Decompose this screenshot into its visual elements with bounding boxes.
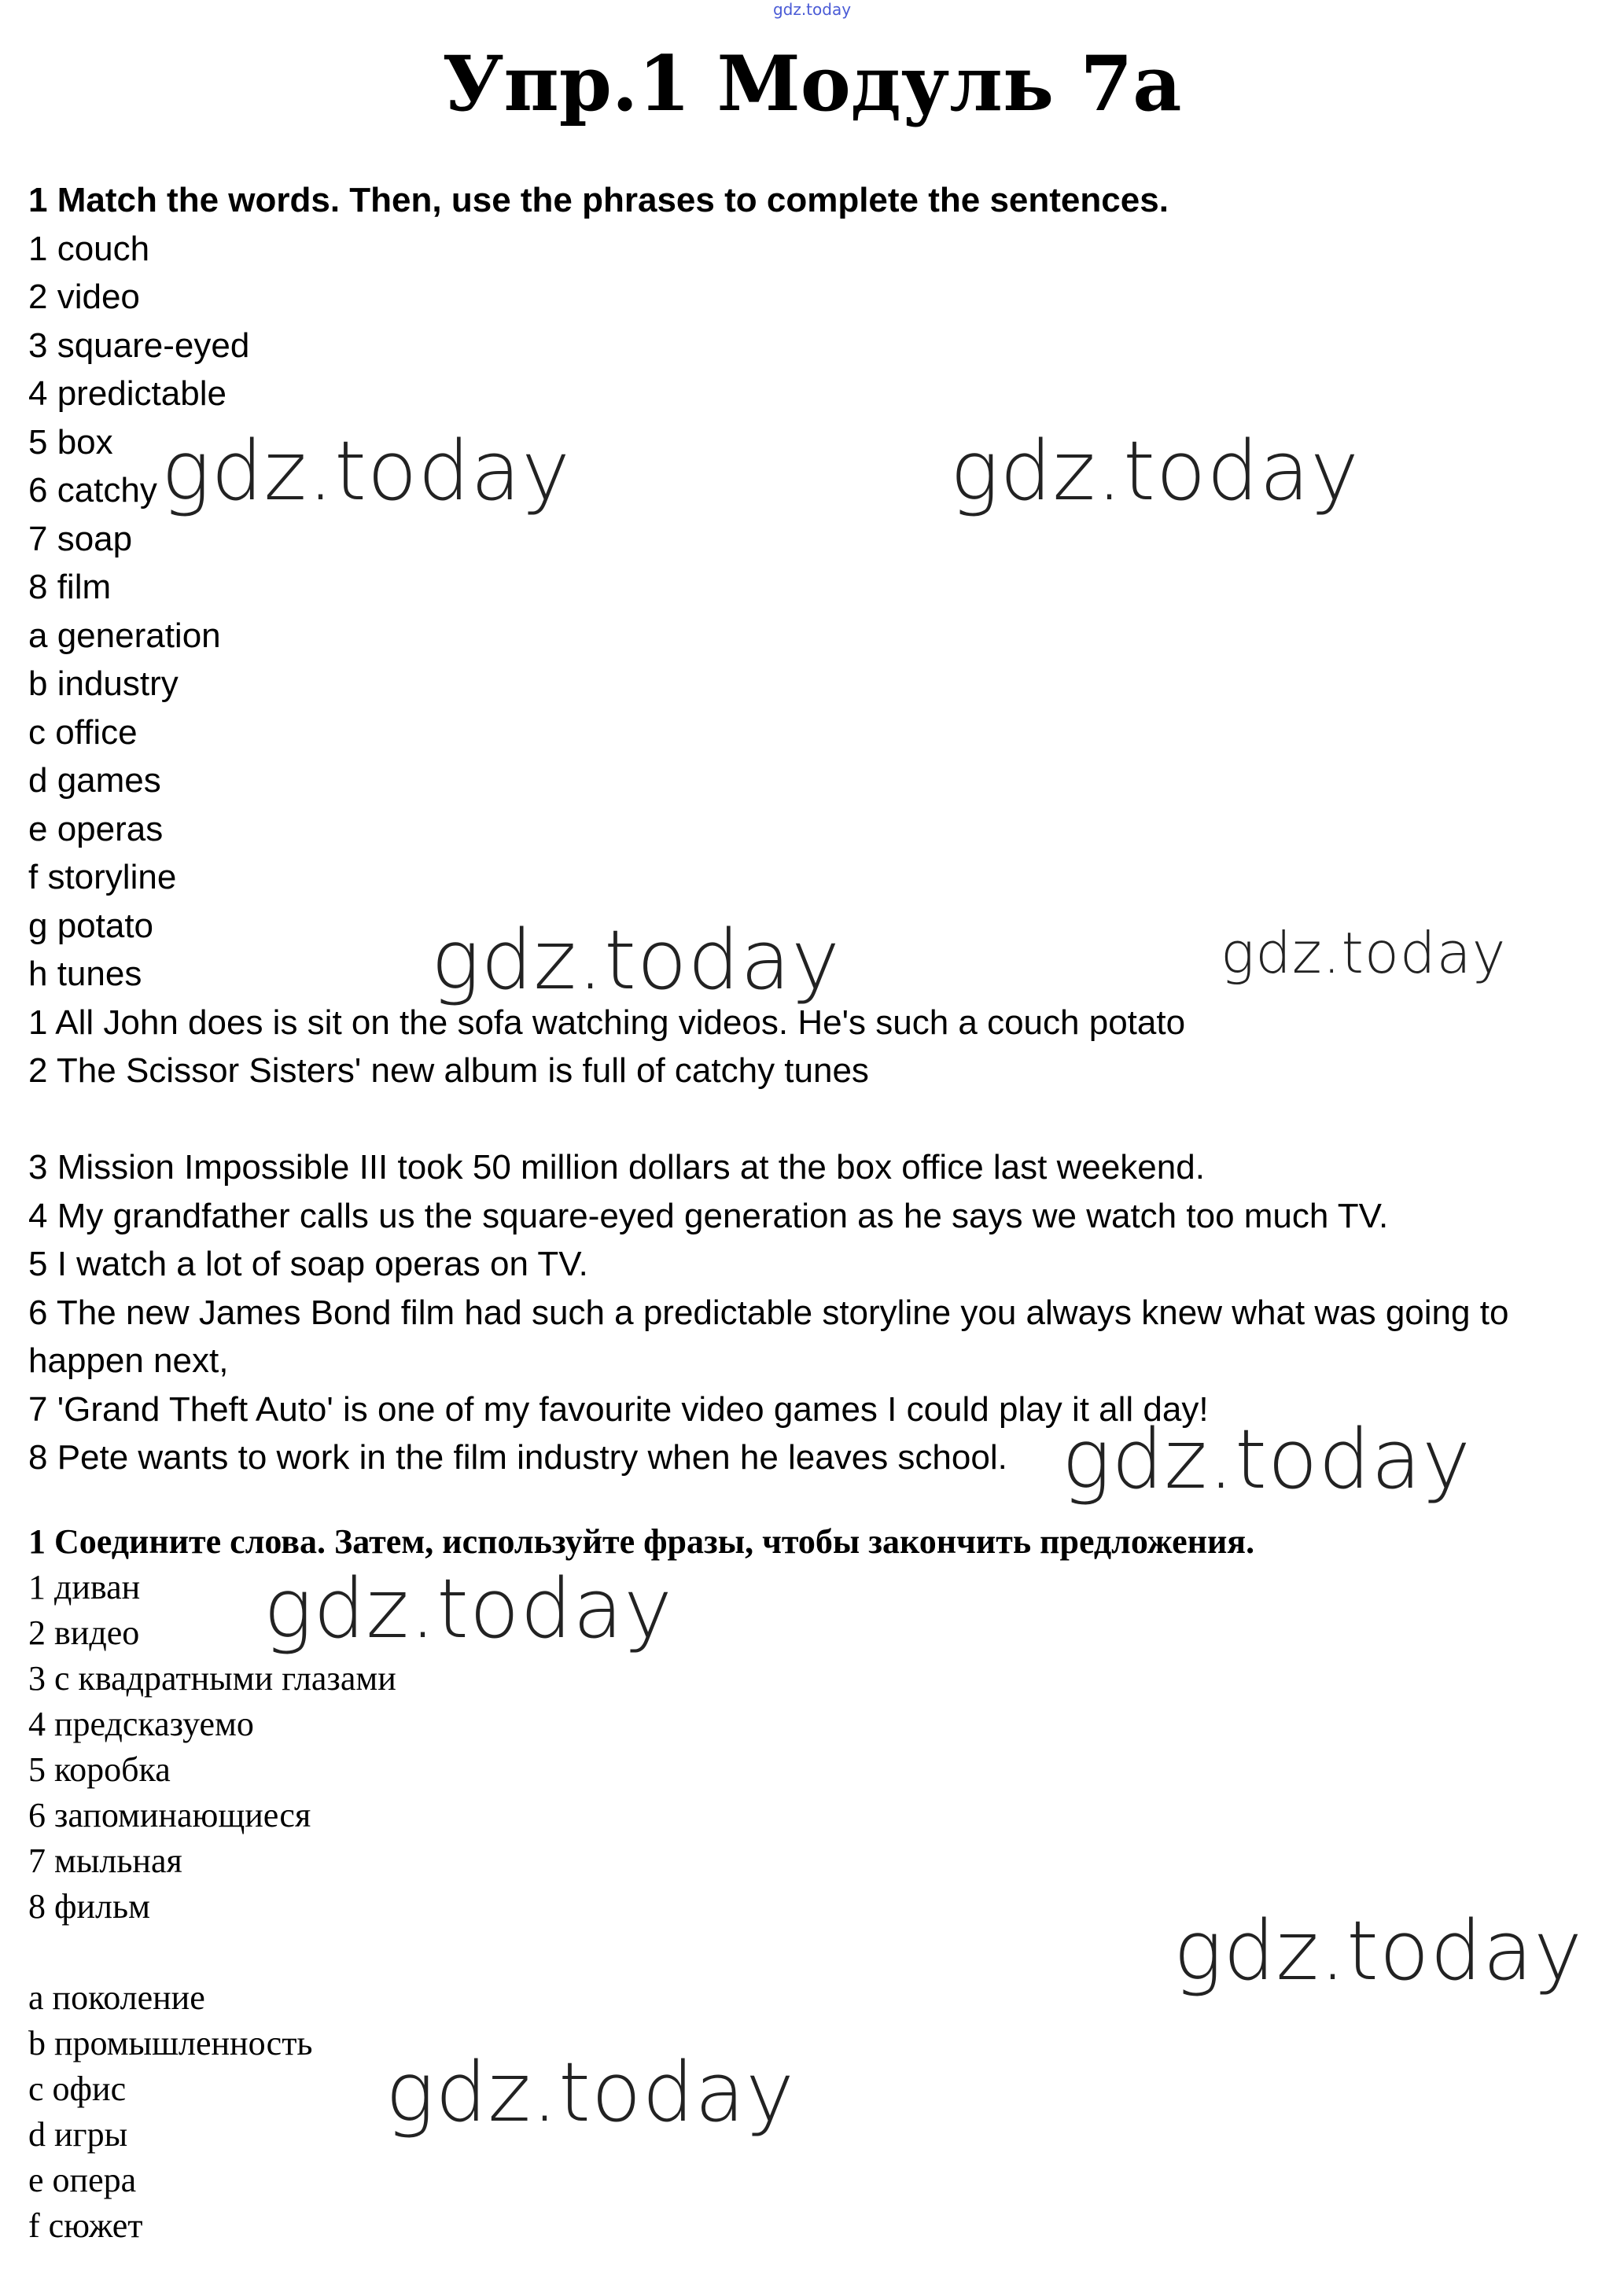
word-item: 2 video bbox=[28, 278, 140, 316]
word-item: 8 film bbox=[28, 568, 112, 606]
watermark: gdz.today bbox=[431, 912, 841, 1008]
word-item: 6 запоминающиеся bbox=[28, 1796, 311, 1834]
word-item: 6 catchy bbox=[28, 471, 157, 510]
watermark: gdz.today bbox=[161, 423, 571, 519]
word-item: 2 видео bbox=[28, 1613, 140, 1652]
word-item: 4 predictable bbox=[28, 374, 226, 413]
header-watermark: gdz.today bbox=[772, 0, 852, 19]
match-item: c офис bbox=[28, 2070, 127, 2108]
match-item: c office bbox=[28, 712, 138, 752]
sentence: 1 All John does is sit on the sofa watching videos. He's such a couch potato bbox=[28, 1003, 1186, 1042]
word-item: 7 мыльная bbox=[28, 1842, 182, 1880]
match-item: a generation bbox=[28, 616, 221, 655]
match-item: e опера bbox=[28, 2161, 137, 2199]
sentence: 8 Pete wants to work in the film industry when he leaves school. bbox=[28, 1438, 1007, 1477]
watermark: gdz.today bbox=[1221, 920, 1507, 986]
watermark: gdz.today bbox=[950, 423, 1360, 519]
sentence: 7 'Grand Theft Auto' is one of my favourite video games I could play it all day! bbox=[28, 1389, 1209, 1429]
word-item: 1 диван bbox=[28, 1568, 141, 1606]
watermark: gdz.today bbox=[1173, 1903, 1583, 1999]
word-item: 3 square-eyed bbox=[28, 326, 250, 365]
english-heading: 1 Match the words. Then, use the phrases to complete the sentences. bbox=[28, 181, 1169, 219]
english-section bbox=[28, 176, 1601, 1482]
match-item: d games bbox=[28, 761, 161, 800]
spacer bbox=[28, 1095, 1601, 1144]
match-item: h tunes bbox=[28, 955, 142, 993]
sentence: 6 The new James Bond film had such a predictable storyline you always knew what was going to happen next, bbox=[28, 1293, 1509, 1380]
match-item: g potato bbox=[28, 906, 154, 945]
watermark: gdz.today bbox=[385, 2044, 795, 2140]
match-item: d игры bbox=[28, 2115, 128, 2154]
word-item: 5 box bbox=[28, 422, 113, 462]
word-item: 4 предсказуемо bbox=[28, 1705, 254, 1743]
word-item: 3 с квадратными глазами bbox=[28, 1659, 396, 1698]
match-item: f сюжет bbox=[28, 2206, 143, 2245]
watermark: gdz.today bbox=[263, 1561, 673, 1657]
watermark: gdz.today bbox=[1062, 1411, 1471, 1507]
match-item: e operas bbox=[28, 809, 164, 848]
word-item: 7 soap bbox=[28, 519, 133, 558]
word-item: 5 коробка bbox=[28, 1750, 171, 1789]
match-item: a поколение bbox=[28, 1978, 205, 2017]
match-item: b industry bbox=[28, 664, 179, 703]
match-item: f storyline bbox=[28, 858, 177, 896]
sentence: 4 My grandfather calls us the square-eyed generation as he says we watch too much TV. bbox=[28, 1196, 1389, 1235]
word-item: 1 couch bbox=[28, 229, 150, 268]
word-item: 8 фильм bbox=[28, 1887, 150, 1926]
sentence: 5 I watch a lot of soap operas on TV. bbox=[28, 1245, 588, 1283]
page-title: Упр.1 Модуль 7а bbox=[442, 39, 1182, 128]
sentence: 3 Mission Impossible III took 50 million dollars at the box office last weekend. bbox=[28, 1148, 1205, 1187]
sentence: 2 The Scissor Sisters' new album is full of catchy tunes bbox=[28, 1051, 869, 1090]
match-item: b промышленность bbox=[28, 2024, 313, 2062]
russian-heading: 1 Соедините слова. Затем, используйте фразы, чтобы закончить предложения. bbox=[28, 1522, 1255, 1561]
